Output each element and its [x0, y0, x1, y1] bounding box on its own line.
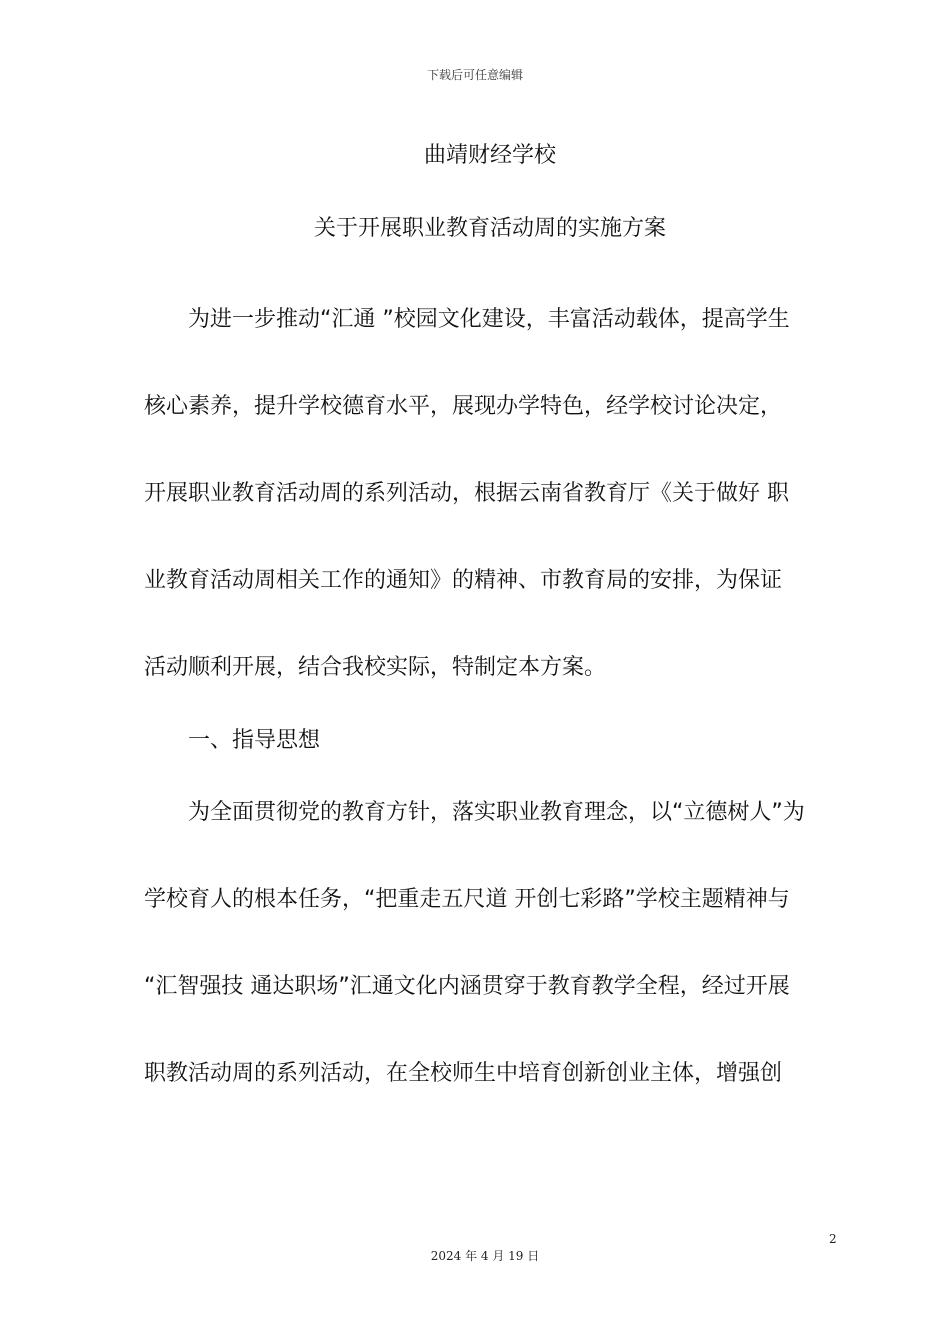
paragraph-line: 开展职业教育活动周的系列活动，根据云南省教育厅《关于做好 职 [144, 481, 789, 506]
footer-date: 2024 年 4 月 19 日 [430, 1249, 540, 1263]
paragraph-line: 核心素养，提升学校德育水平，展现办学特色，经学校讨论决定， [144, 394, 783, 419]
document-title: 曲靖财经学校 [423, 143, 556, 168]
page-number: 2 [829, 1232, 837, 1246]
paragraph-line: 职教活动周的系列活动，在全校师生中培育创新创业主体，增强创 [144, 1061, 783, 1086]
paragraph-line: 业教育活动周相关工作的通知》的精神、市教育局的安排，为保证 [144, 568, 783, 593]
paragraph-line: 学校育人的根本任务，“把重走五尺道 开创七彩路”学校主题精神与 [144, 887, 790, 912]
header-note: 下载后可任意编辑 [426, 68, 523, 82]
paragraph-line: 活动顺利开展，结合我校实际，特制定本方案。 [144, 655, 607, 680]
paragraph-line: 为进一步推动“汇通 ”校园文化建设，丰富活动载体，提高学生 [188, 307, 790, 332]
paragraph-line: 为全面贯彻党的教育方针，落实职业教育理念，以“立德树人”为 [188, 800, 805, 825]
paragraph-line: “汇智强技 通达职场”汇通文化内涵贯穿于教育教学全程，经过开展 [144, 974, 790, 999]
section-heading: 一、指导思想 [188, 728, 321, 753]
document-subtitle: 关于开展职业教育活动周的实施方案 [313, 216, 666, 241]
